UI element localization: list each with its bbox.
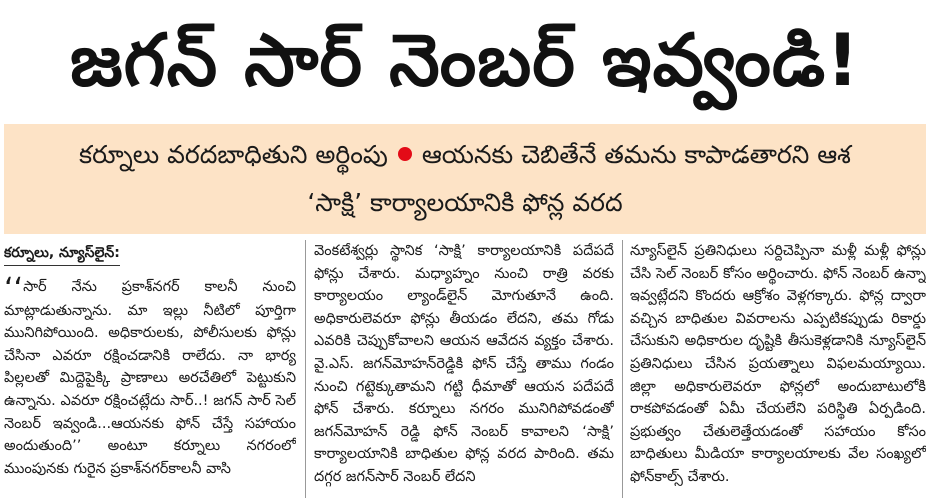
subhead-line-2: ‘సాక్షి’ కార్యాలయానికి ఫోన్ల వరద	[307, 188, 623, 217]
article-column-1	[4, 240, 296, 500]
column-divider	[305, 240, 306, 498]
article-paragraph: వెంకటేశ్వర్లు స్థానిక ‘సాక్షి’ కార్యాలయానికి పదేపదే ఫోన్లు చేశారు. మధ్యాహ్నం నుంచి రాత్రి వరకు కార్యాలయం ల్యాండ్‌లైన్ మోగుతూనే ఉంది. అధికారులెవరూ ఫోన్లు తీయడం లేదని, తమ గోడు ఎవరికి చెప్పుకోవాలని ఆయన ఆవేదన వ్యక్తం చేశారు. వై.ఎస్. జగన్‌మోహన్‌రెడ్డికి ఫోన్ చేస్తే తాము గండం నుంచి గట్టెక్కుతామని గట్టి ధీమాతో ఆయన పదేపదే ఫోన్ చేశారు. కర్నూలు నగరం మునిగిపోవడంతో జగన్‌మోహన్ రెడ్డి ఫోన్ నెంబర్ కావాలని ‘సాక్షి’ కార్యాలయానికి బాధితుల ఫోన్ల వరద పారింది. తమ దగ్గర జగన్‌సార్ నెంబర్ లేదని	[314, 243, 614, 485]
red-bullet-icon	[398, 147, 412, 161]
subhead-line-1	[4, 140, 926, 176]
article-column-2	[314, 240, 614, 500]
subhead-band	[4, 124, 926, 234]
dateline: కర్నూలు, న్యూస్‌లైన్:	[4, 242, 120, 266]
column-divider	[622, 240, 623, 498]
article-paragraph: న్యూస్‌లైన్ ప్రతినిధులు సర్దిచెప్పినా మళ్లీ మళ్లీ ఫోన్లు చేసి సెల్ నెంబర్ కోసం అర్థించారు. ఫోన్ నెంబర్ ఉన్నా ఇవ్వట్లేదని కొందరు ఆక్రోశం వెళ్లగక్కారు. ఫోన్ల ద్వారా వచ్చిన బాధితుల వివరాలను ఎప్పటికప్పుడు రికార్డు చేసుకుని అధికారుల దృష్టికి తీసుకెళ్లడానికి న్యూస్‌లైన్ ప్రతినిధులు చేసిన ప్రయత్నాలు విఫలమయ్యాయి. జిల్లా అధికారులెవరూ ఫోన్లలో అందుబాటులోకి రాకపోవడంతో ఏమీ చేయలేని పరిస్థితి ఏర్పడింది. ప్రభుత్వం చేతులెత్తేయడంతో సహాయం కోసం బాధితులు మీడియా కార్యాలయాలకు వేల సంఖ్యలో ఫోన్‌కాల్స్ చేశారు.	[630, 243, 926, 485]
subhead-text-left: కర్నూలు వరదబాధితుని అర్థింపు	[79, 140, 388, 169]
opening-quote: ‘‘	[4, 271, 24, 307]
headline: జగన్ సార్ నెంబర్ ఇవ్వండి!	[69, 18, 861, 102]
subhead-text-right: ఆయనకు చెబితేనే తమను కాపాడతారని ఆశ	[421, 140, 851, 169]
article-text: సార్ నేను ప్రకాశ్‌నగర్ కాలనీ నుంచి మాట్లాడుతున్నాను. మా ఇల్లు నీటిలో పూర్తిగా మునిగిపోయింది. అధికారులకు, పోలీసులకు ఫోన్లు చేసినా ఎవరూ రక్షించడానికి రాలేదు. నా భార్య పిల్లలతో మిద్దెపైక్కి ప్రాణాలు అరచేతిలో పెట్టుకుని ఉన్నాను. ఎవరూ రక్షించట్లేదు సార్..! జగన్ సార్ సెల్ నెంబర్ ఇవ్వండి...ఆయనకు ఫోన్ చేస్తే సహాయం అందుతుంది’’ అంటూ కర్నూలు నగరంలో ముంపునకు గురైన ప్రకాశ్‌నగర్‌కాలనీ వాసి	[4, 278, 296, 477]
article-column-3	[630, 240, 926, 500]
article-paragraph	[4, 271, 296, 481]
